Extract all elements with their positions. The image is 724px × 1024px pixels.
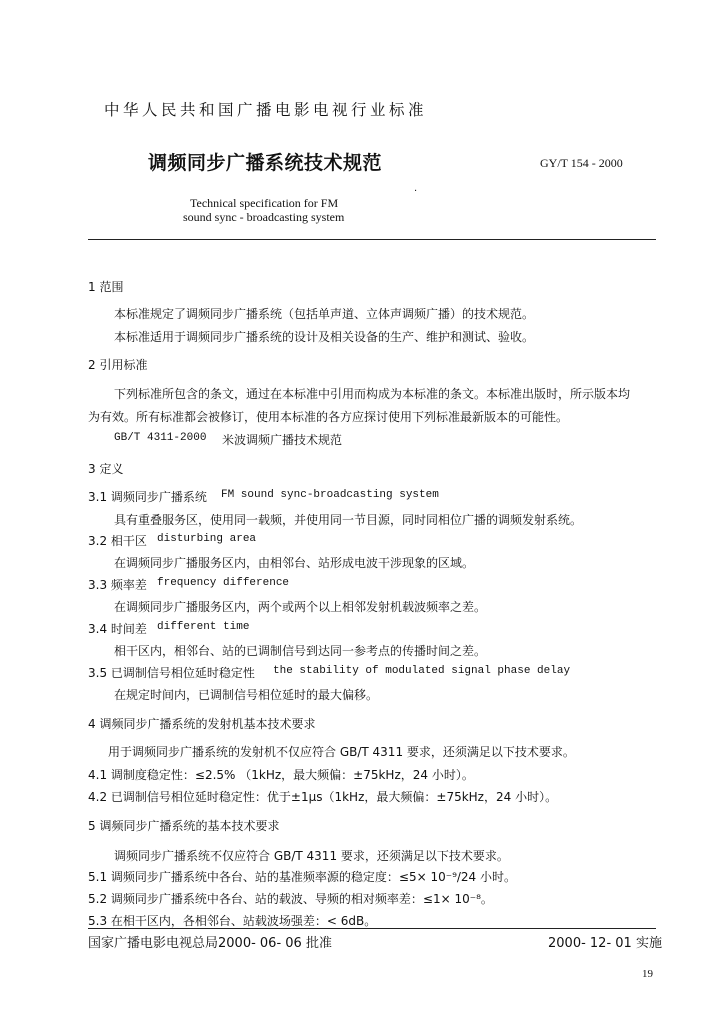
definition-term: 3.4 时间差 — [88, 622, 147, 636]
paragraph: 用于调频同步广播系统的发射机不仅应符合 GB/T 4311 要求，还须满足以下技术要求。 — [108, 745, 575, 759]
requirement-item: 4.2 已调制信号相位延时稳定性：优于±1μs（1kHz，最大频偏：±75kHz，24 小时）。 — [88, 790, 558, 804]
section-heading: 3 定义 — [88, 462, 124, 476]
implementation-date: 2000- 12- 01 实施 — [548, 936, 662, 951]
definition-term-english: disturbing area — [157, 533, 257, 545]
standard-code: GY/T 154 - 2000 — [540, 156, 623, 170]
referenced-standard-title: 米波调频广播技术规范 — [222, 433, 343, 447]
definition-term: 3.3 频率差 — [88, 578, 147, 592]
english-title-line-2: sound sync - broadcasting system — [183, 210, 345, 224]
document-title: 调频同步广播系统技术规范 — [148, 152, 383, 174]
section-heading: 5 调频同步广播系统的基本技术要求 — [88, 819, 280, 833]
approval-line: 国家广播电影电视总局2000- 06- 06 批准 — [88, 936, 332, 951]
requirement-item: 5.1 调频同步广播系统中各台、站的基准频率源的稳定度：≤5× 10⁻⁹/24 小时。 — [88, 870, 517, 884]
section-heading: 2 引用标准 — [88, 358, 148, 372]
definition-term-english: frequency difference — [157, 577, 290, 589]
page-number: 19 — [642, 968, 653, 980]
header-divider — [88, 239, 656, 240]
definition-term-english: different time — [157, 621, 250, 633]
section-heading: 1 范围 — [88, 280, 124, 294]
requirement-item: 5.2 调频同步广播系统中各台、站的载波、导频的相对频率差：≤1× 10⁻⁸。 — [88, 892, 493, 906]
definition-text: 在调频同步广播服务区内，两个或两个以上相邻发射机载波频率之差。 — [114, 600, 487, 614]
definition-term-english: the stability of modulated signal phase delay — [273, 665, 571, 677]
paragraph: 本标准规定了调频同步广播系统（包括单声道、立体声调频广播）的技术规范。 — [114, 307, 535, 321]
definition-term: 3.5 已调制信号相位延时稳定性 — [88, 666, 255, 680]
section-heading: 4 调频同步广播系统的发射机基本技术要求 — [88, 717, 316, 731]
definition-term: 3.2 相干区 — [88, 534, 147, 548]
referenced-standard-code: GB/T 4311-2000 — [114, 432, 207, 444]
paragraph: 本标准适用于调频同步广播系统的设计及相关设备的生产、维护和测试、验收。 — [114, 330, 535, 344]
footer-divider — [88, 928, 656, 929]
paragraph: 调频同步广播系统不仅应符合 GB/T 4311 要求，还须满足以下技术要求。 — [114, 849, 509, 863]
paragraph: 下列标准所包含的条文，通过在本标准中引用而构成为本标准的条文。本标准出版时，所示版本均 — [114, 387, 631, 401]
definition-text: 在调频同步广播服务区内，由相邻台、站形成电波干涉现象的区域。 — [114, 556, 475, 570]
definition-term-english: FM sound sync-broadcasting system — [221, 489, 439, 501]
requirement-item: 4.1 调制度稳定性：≤2.5% （1kHz，最大频偏：±75kHz，24 小时）。 — [88, 768, 474, 782]
paragraph-continuation: 为有效。所有标准都会被修订，使用本标准的各方应探讨使用下列标准最新版本的可能性。 — [88, 410, 569, 424]
english-title-line-1: Technical specification for FM — [190, 196, 339, 210]
definition-text: 相干区内，相邻台、站的已调制信号到达同一参考点的传播时间之差。 — [114, 644, 487, 658]
stray-mark: · — [414, 186, 418, 197]
definition-text: 在规定时间内，已调制信号相位延时的最大偏移。 — [114, 688, 379, 702]
definition-text: 具有重叠服务区，使用同一载频，并使用同一节目源，同时同相位广播的调频发射系统。 — [114, 513, 583, 527]
issuing-authority: 中华人民共和国广播电影电视行业标准 — [104, 101, 428, 119]
definition-term: 3.1 调频同步广播系统 — [88, 490, 207, 504]
requirement-item: 5.3 在相干区内，各相邻台、站载波场强差：< 6dB。 — [88, 914, 377, 928]
